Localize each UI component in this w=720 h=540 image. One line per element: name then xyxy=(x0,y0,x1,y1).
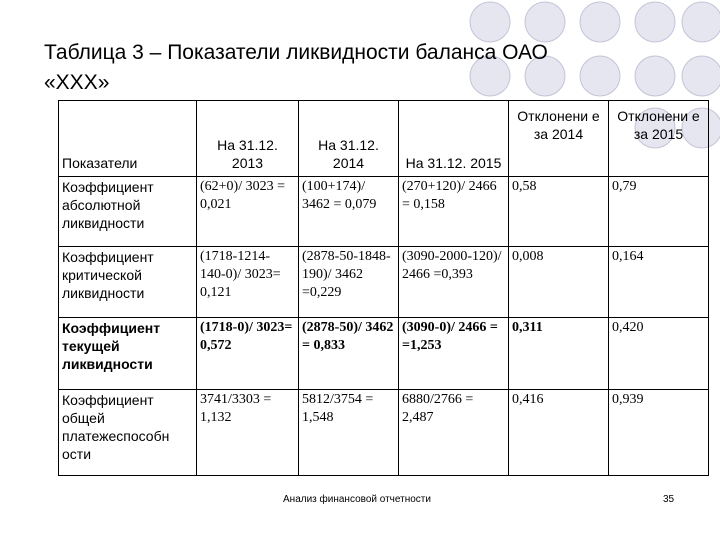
row-name: Коэффициент текущей ликвидности xyxy=(59,318,197,390)
ring xyxy=(470,2,510,42)
title-line-1: Таблица 3 – Показатели ликвидности баланса ОАО xyxy=(44,41,548,64)
cell-deviation-2014: 0,311 xyxy=(509,318,609,390)
row-name: Коэффициент абсолютной ликвидности xyxy=(59,177,197,247)
ring xyxy=(682,56,720,96)
cell-2015: (3090-0)/ 2466 = =1,253 xyxy=(399,318,509,390)
ring xyxy=(525,2,565,42)
row-name: Коэффициент общей платежеспособн ости xyxy=(59,390,197,476)
table-header-row xyxy=(59,101,709,177)
table-row xyxy=(59,318,709,390)
table-row xyxy=(59,247,709,318)
header-2015: На 31.12. 2015 xyxy=(399,101,509,177)
header-2013: На 31.12. 2013 xyxy=(197,101,299,177)
table-row xyxy=(59,390,709,476)
cell-2014: (100+174)/ 3462 = 0,079 xyxy=(299,177,399,247)
title-line-2: «ХХХ» xyxy=(44,71,110,94)
ring xyxy=(682,2,720,42)
header-deviation-2014: Отклонени е за 2014 xyxy=(509,101,609,177)
ring xyxy=(580,2,620,42)
cell-deviation-2014: 0,416 xyxy=(509,390,609,476)
cell-deviation-2015: 0,939 xyxy=(609,390,709,476)
page-number: 35 xyxy=(663,494,675,505)
cell-deviation-2014: 0,58 xyxy=(509,177,609,247)
cell-2015: (270+120)/ 2466 = 0,158 xyxy=(399,177,509,247)
cell-2013: (1718-1214-140-0)/ 3023= 0,121 xyxy=(197,247,299,318)
header-indicator: Показатели xyxy=(59,101,197,177)
header-deviation-2015: Отклонени е за 2015 xyxy=(609,101,709,177)
cell-deviation-2015: 0,420 xyxy=(609,318,709,390)
cell-2013: (1718-0)/ 3023= 0,572 xyxy=(197,318,299,390)
header-2014: На 31.12. 2014 xyxy=(299,101,399,177)
cell-2013: 3741/3303 = 1,132 xyxy=(197,390,299,476)
cell-2014: 5812/3754 = 1,548 xyxy=(299,390,399,476)
row-name: Коэффициент критической ликвидности xyxy=(59,247,197,318)
cell-2015: (3090-2000-120)/ 2466 =0,393 xyxy=(399,247,509,318)
cell-2014: (2878-50)/ 3462 = 0,833 xyxy=(299,318,399,390)
footer-text: Анализ финансовой отчетности xyxy=(283,494,431,505)
cell-deviation-2014: 0,008 xyxy=(509,247,609,318)
page-title xyxy=(44,38,644,98)
cell-2015: 6880/2766 = 2,487 xyxy=(399,390,509,476)
liquidity-table xyxy=(58,100,709,476)
cell-2014: (2878-50-1848-190)/ 3462 =0,229 xyxy=(299,247,399,318)
cell-deviation-2015: 0,164 xyxy=(609,247,709,318)
cell-2013: (62+0)/ 3023 = 0,021 xyxy=(197,177,299,247)
cell-deviation-2015: 0,79 xyxy=(609,177,709,247)
ring xyxy=(635,2,675,42)
table-row xyxy=(59,177,709,247)
